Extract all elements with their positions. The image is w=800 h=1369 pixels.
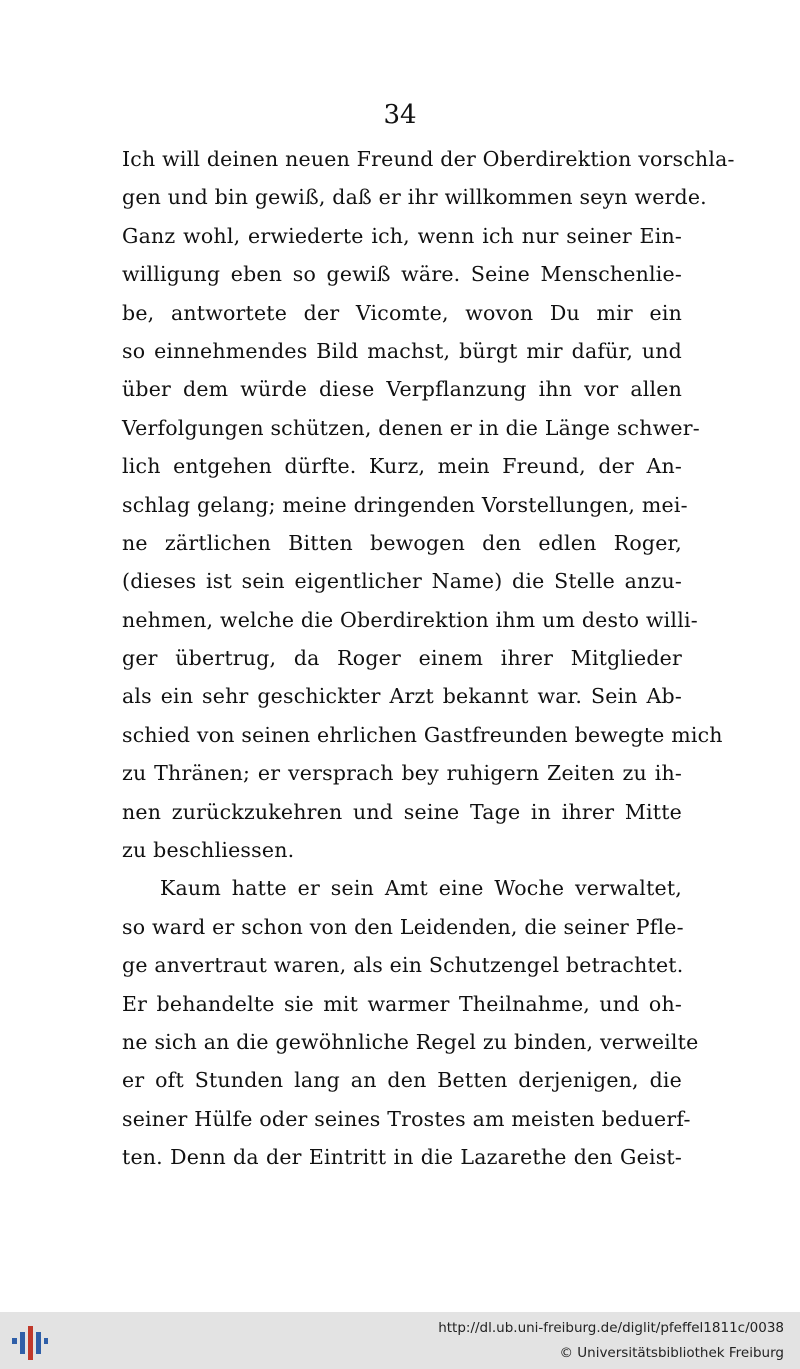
text-line: er oft Stunden lang an den Betten derjenigen, die xyxy=(122,1068,682,1093)
text-line: als ein sehr geschickter Arzt bekannt war. Sein Ab- xyxy=(122,684,682,709)
text-line: nen zurückzukehren und seine Tage in ihrer Mitte xyxy=(122,799,682,824)
page-number: 34 xyxy=(383,100,417,130)
text-line: ger übertrug, da Roger einem ihrer Mitglieder xyxy=(122,646,682,671)
text-line: ten. Denn da der Eintritt in die Lazarethe den Geist- xyxy=(122,1145,682,1170)
source-url-link[interactable]: http://dl.ub.uni-freiburg.de/diglit/pfeffel1811c/0038 xyxy=(438,1320,784,1336)
copyright-notice: © Universitätsbibliothek Freiburg xyxy=(559,1345,784,1361)
text-line: gen und bin gewiß, daß er ihr willkommen seyn werde. xyxy=(122,185,707,210)
text-line: über dem würde diese Verpflanzung ihn vor allen xyxy=(122,377,682,402)
text-line: nehmen, welche die Oberdirektion ihm um desto willi- xyxy=(122,607,698,632)
text-line: seiner Hülfe oder seines Trostes am meisten beduerf- xyxy=(122,1106,691,1131)
text-line: schied von seinen ehrlichen Gastfreunden bewegte mich xyxy=(122,722,723,747)
text-line: ne zärtlichen Bitten bewogen den edlen Roger, xyxy=(122,530,682,555)
ub-freiburg-logo-icon xyxy=(10,1320,50,1362)
text-line: Ich will deinen neuen Freund der Oberdirektion vorschla- xyxy=(122,147,735,171)
text-line: ge anvertraut waren, als ein Schutzengel betrachtet. xyxy=(122,953,684,978)
footer-bar xyxy=(0,1312,800,1369)
text-line: Ganz wohl, erwiederte ich, wenn ich nur seiner Ein- xyxy=(122,223,682,248)
text-line: so ward er schon von den Leidenden, die seiner Pfle- xyxy=(122,914,684,939)
text-line: Verfolgungen schützen, denen er in die Länge schwer- xyxy=(122,415,700,440)
text-line: willigung eben so gewiß wäre. Seine Menschenlie- xyxy=(122,262,682,287)
text-line: zu beschliessen. xyxy=(122,838,295,863)
text-line: ne sich an die gewöhnliche Regel zu binden, verweilte xyxy=(122,1029,699,1054)
text-line: schlag gelang; meine dringenden Vorstellungen, mei- xyxy=(122,492,688,517)
text-line: be, antwortete der Vicomte, wovon Du mir ein xyxy=(122,300,682,325)
text-line: lich entgehen dürfte. Kurz, mein Freund, der An- xyxy=(122,454,682,479)
text-line: so einnehmendes Bild machst, bürgt mir dafür, und xyxy=(122,338,682,363)
text-line: Er behandelte sie mit warmer Theilnahme, und oh- xyxy=(122,991,682,1016)
text-line: zu Thränen; er versprach bey ruhigern Zeiten zu ih- xyxy=(122,761,682,786)
body-text xyxy=(122,140,735,1177)
text-line: (dieses ist sein eigentlicher Name) die Stelle anzu- xyxy=(122,569,682,594)
text-line: Kaum hatte er sein Amt eine Woche verwaltet, xyxy=(160,876,682,901)
